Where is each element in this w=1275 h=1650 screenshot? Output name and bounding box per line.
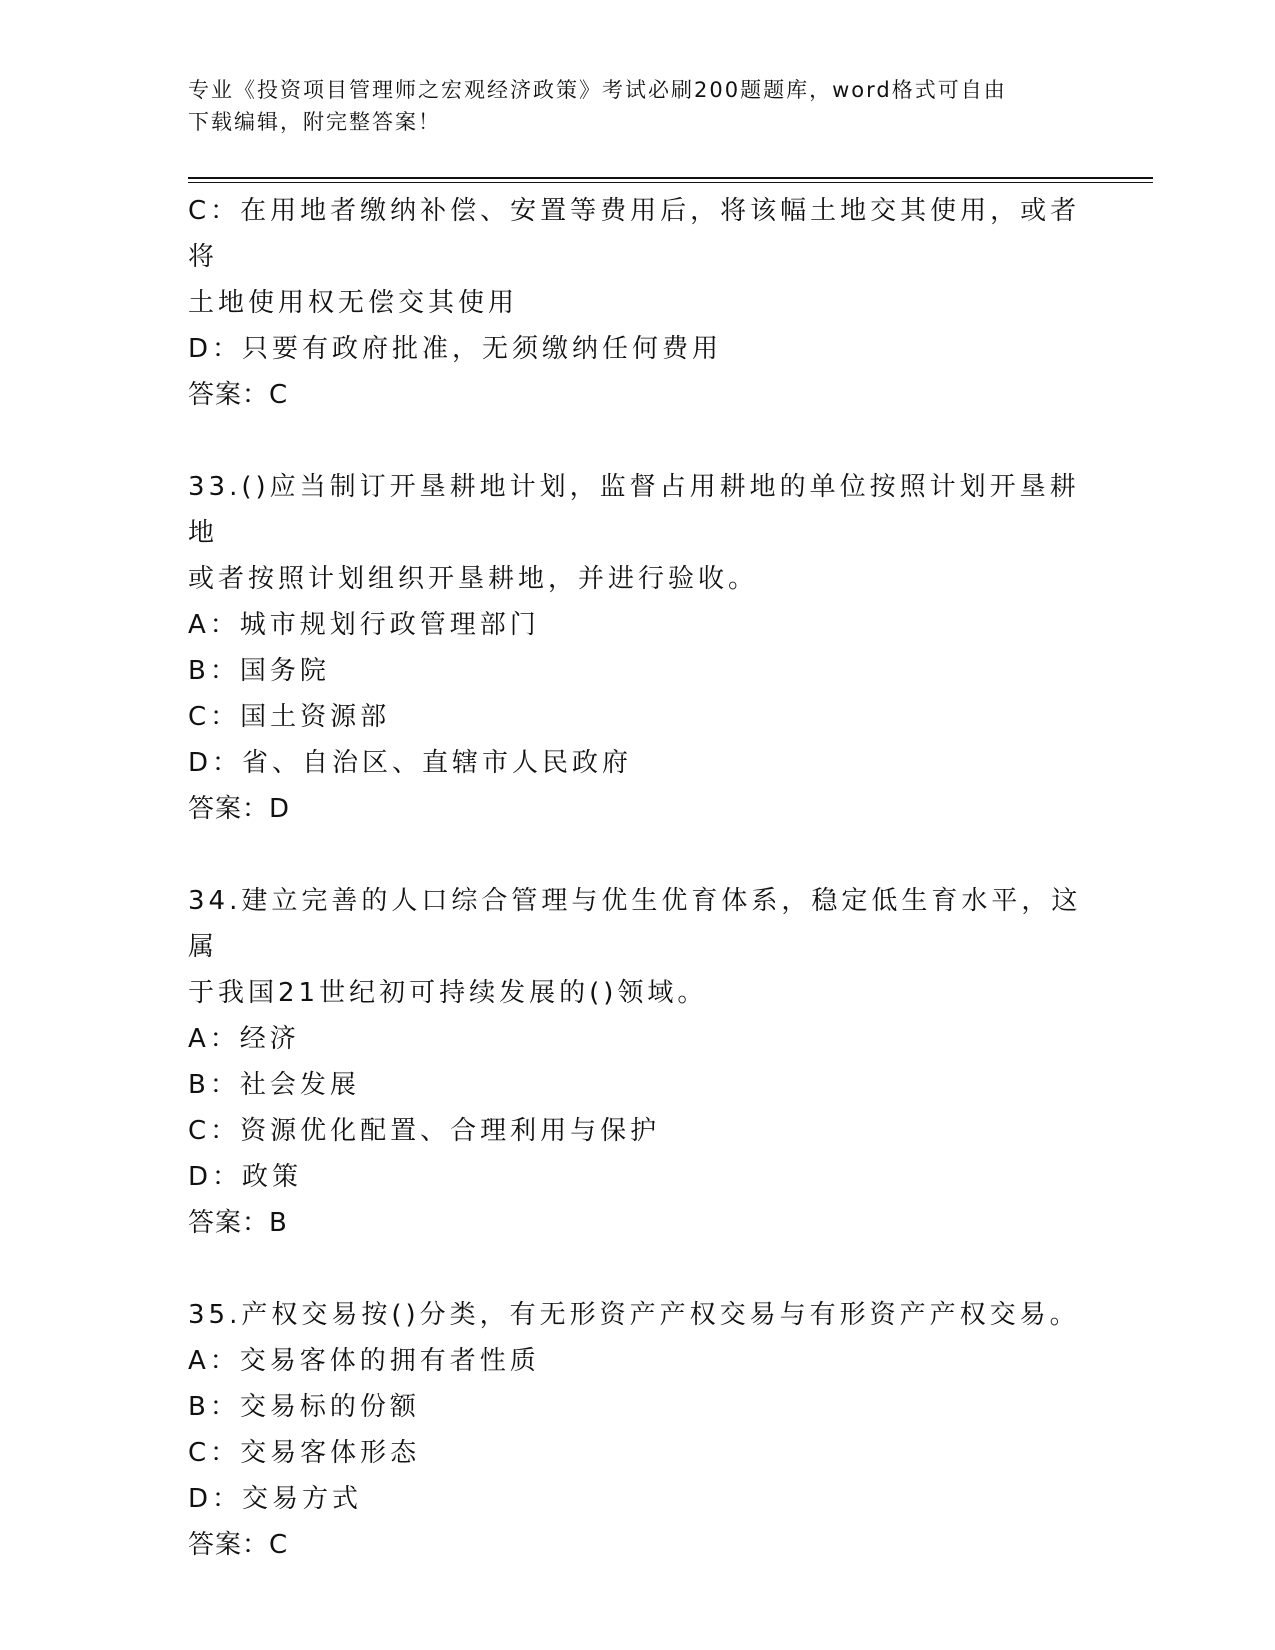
document-body bbox=[188, 188, 1108, 1568]
question-stem: 35.产权交易按()分类，有无形资产产权交易与有形资产产权交易。 bbox=[188, 1300, 1080, 1330]
option-b: B：国务院 bbox=[188, 656, 330, 686]
option-a: A：城市规划行政管理部门 bbox=[188, 610, 540, 640]
question-32-continued bbox=[188, 188, 1108, 418]
header-line-2: 下载编辑，附完整答案！ bbox=[188, 110, 441, 134]
option-a: A：经济 bbox=[188, 1024, 300, 1054]
spacer bbox=[188, 418, 1108, 464]
question-35 bbox=[188, 1292, 1108, 1568]
spacer bbox=[188, 832, 1108, 878]
option-d: D：只要有政府批准，无须缴纳任何费用 bbox=[188, 334, 723, 364]
option-c: C：国土资源部 bbox=[188, 702, 391, 732]
answer: 答案：C bbox=[188, 380, 289, 410]
header-divider-thin bbox=[188, 182, 1153, 183]
question-33 bbox=[188, 464, 1108, 832]
question-stem-line-2: 于我国21世纪初可持续发展的()领域。 bbox=[188, 978, 708, 1008]
option-b: B：社会发展 bbox=[188, 1070, 360, 1100]
question-34 bbox=[188, 878, 1108, 1246]
header-line-1: 专业《投资项目管理师之宏观经济政策》考试必刷200题题库，word格式可自由 bbox=[188, 78, 1007, 102]
option-b: B：交易标的份额 bbox=[188, 1392, 420, 1422]
option-d: D：省、自治区、直辖市人民政府 bbox=[188, 748, 633, 778]
header-divider-thick bbox=[188, 177, 1153, 179]
option-c-line-2: 土地使用权无偿交其使用 bbox=[188, 288, 519, 318]
question-stem-line-1: 33.()应当制订开垦耕地计划，监督占用耕地的单位按照计划开垦耕地 bbox=[188, 472, 1080, 548]
option-c: C：交易客体形态 bbox=[188, 1438, 421, 1468]
answer: 答案：B bbox=[188, 1208, 288, 1238]
option-d: D：交易方式 bbox=[188, 1484, 363, 1514]
document-header bbox=[188, 74, 1088, 138]
question-stem-line-2: 或者按照计划组织开垦耕地，并进行验收。 bbox=[188, 564, 759, 594]
question-stem-line-1: 34.建立完善的人口综合管理与优生优育体系，稳定低生育水平，这属 bbox=[188, 886, 1082, 962]
option-c: C：资源优化配置、合理利用与保护 bbox=[188, 1116, 661, 1146]
answer: 答案：C bbox=[188, 1530, 289, 1560]
option-d: D：政策 bbox=[188, 1162, 303, 1192]
answer: 答案：D bbox=[188, 794, 291, 824]
option-c-line-1: C：在用地者缴纳补偿、安置等费用后，将该幅土地交其使用，或者将 bbox=[188, 196, 1081, 272]
spacer bbox=[188, 1246, 1108, 1292]
option-a: A：交易客体的拥有者性质 bbox=[188, 1346, 540, 1376]
